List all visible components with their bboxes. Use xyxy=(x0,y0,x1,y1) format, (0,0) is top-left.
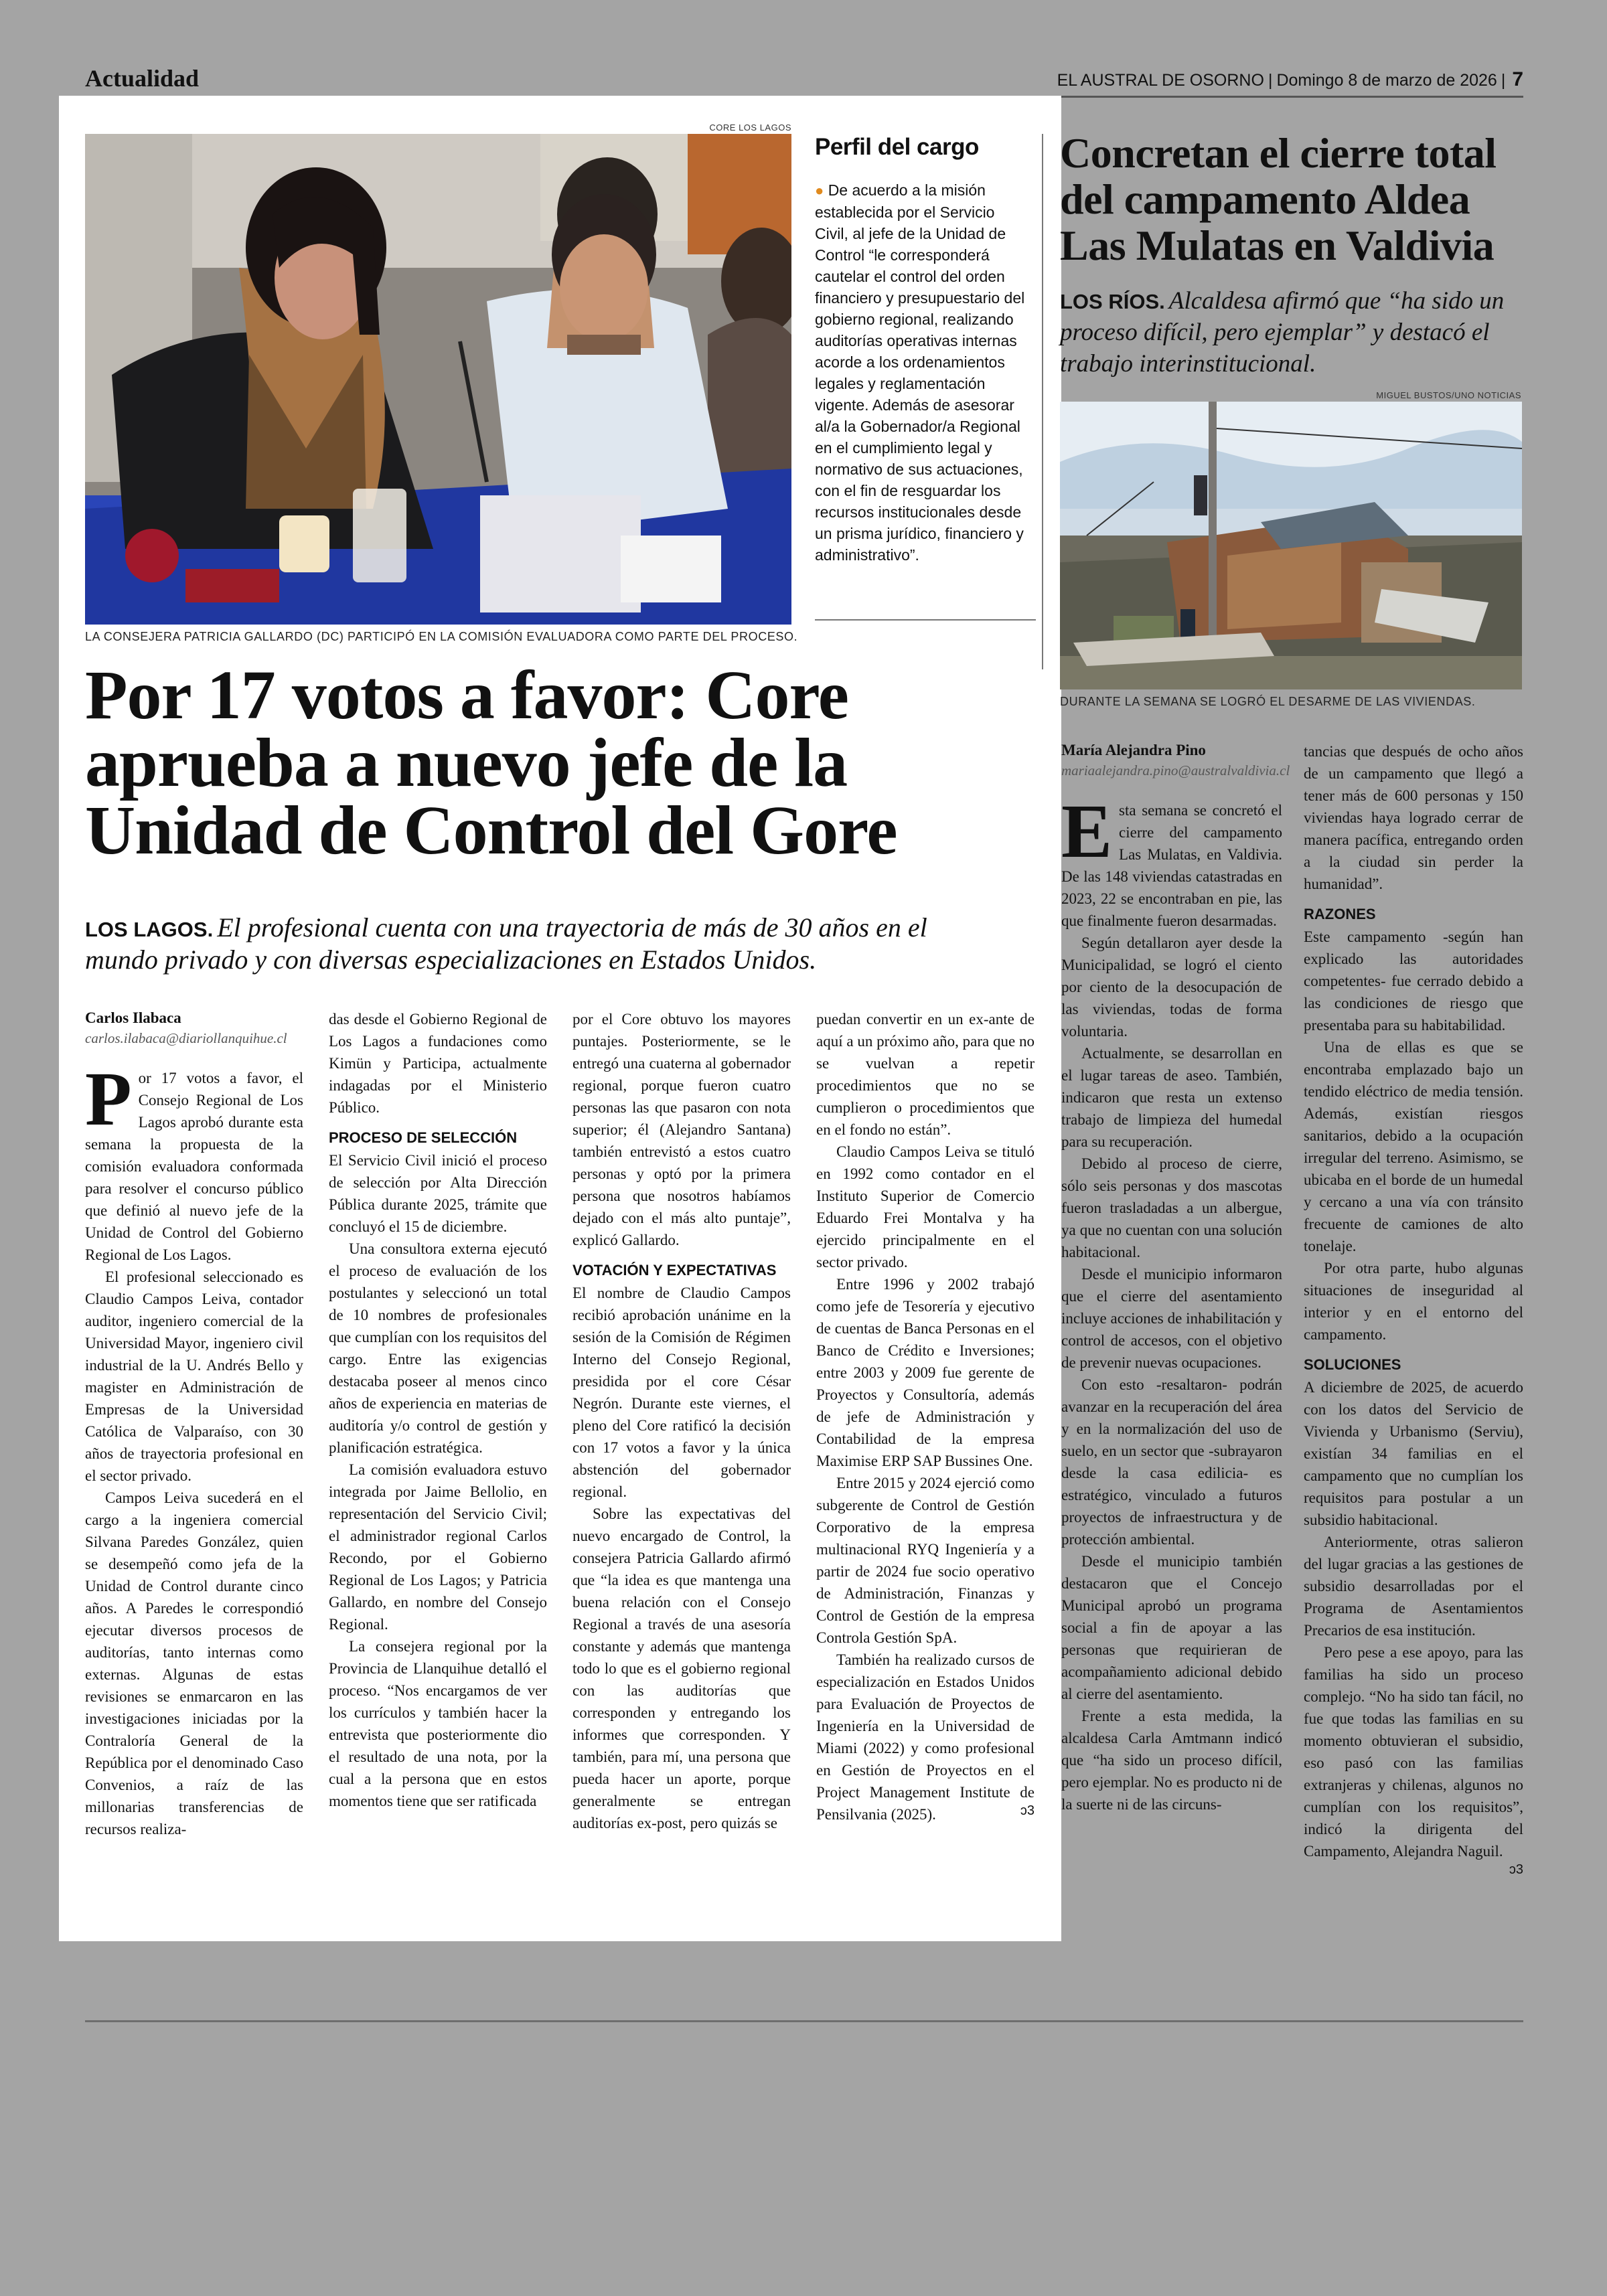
main-photo-credit: CORE LOS LAGOS xyxy=(709,122,791,133)
right-deck xyxy=(1060,285,1529,380)
separator: | xyxy=(1268,71,1273,90)
separator: | xyxy=(1501,71,1506,90)
sidebar-body: De acuerdo a la misión establecida por el Servicio Civil, al jefe de la Unidad de Control “le corresponderá cautelar el control del orden financiero y presupuestario del gobierno regional, realizando auditorías operativas internas acorde a los ordenamientos legales y reglamentación vigente. Además de asesorar al/a la Gobernador/a Regional en el cumplimiento legal y normativo de sus actuaciones, con el fin de resguardar los recursos institucionales desde un prisma jurídico, financiero y administrativo”. xyxy=(815,181,1025,564)
right-paragraph: Frente a esta medida, la alcaldesa Carla Amtmann indicó que “ha sido un proceso difícil, pero ejemplar. No es producto ni de la suerte ni de las circuns- xyxy=(1061,1708,1282,1813)
right-headline: Concretan el cierre total del campamento Aldea Las Mulatas en Valdivia xyxy=(1060,129,1497,269)
main-headline: Por 17 votos a favor: Core aprueba a nuevo jefe de la Unidad de Control del Gore xyxy=(85,657,897,869)
main-drop-cap: P xyxy=(85,1056,132,1141)
right-paragraph: A diciembre de 2025, de acuerdo con los datos del Servicio de Vivienda y Urbanismo (Serviu), existían 34 familias en el campamento que no cumplían los requisitos para postular a un subsidio habitacional. xyxy=(1304,1379,1523,1528)
publication-date: Domingo 8 de marzo de 2026 xyxy=(1276,71,1497,90)
right-paragraph-text: sta semana se concretó el cierre del campamento Las Mulatas, en Valdivia. De las 148 viviendas catastradas en 2023, 22 se encontraban en pie, las que finalmente fueron desarmadas. xyxy=(1061,802,1282,929)
right-photo-caption: DURANTE LA SEMANA SE LOGRÓ EL DESARME DE LAS VIVIENDAS. xyxy=(1060,695,1476,708)
main-col-2 xyxy=(329,1008,547,1812)
right-paragraph: Desde el municipio también destacaron que el Concejo Municipal aprobó un programa social a fin de apoyar a las personas que requirieran de acompañamiento adicional debido al cierre del asentamiento. xyxy=(1061,1553,1282,1702)
main-paragraph: Sobre las expectativas del nuevo encargado de Control, la consejera Patricia Gallardo afirmó que “la idea es que mantenga una buena relación con el Consejo Regional a través de una asesoría constante y además que mantenga todo lo que es el gobierno regional con las auditorías que corresponden y entregando los informes que corresponden. Y también, para mí, una persona que pueda hacer un aporte, porque generalmente se entregan auditorías ex-post, pero quizás se xyxy=(572,1505,791,1831)
main-subhead-seleccion: PROCESO DE SELECCIÓN xyxy=(329,1129,518,1146)
main-col-4 xyxy=(816,1008,1035,1825)
publication-info xyxy=(1057,68,1523,91)
main-paragraph-text: or 17 votos a favor, el Consejo Regional de Los Lagos aprobó durante esta semana la propuesta de la comisión evaluadora conformada para resolver el concurso público que definió al nuevo jefe de la Unidad de Control del Gobierno Regional de Los Lagos. xyxy=(85,1070,303,1263)
sidebar-text xyxy=(815,179,1026,566)
page-header xyxy=(85,64,1523,98)
main-paragraph: Entre 2015 y 2024 ejerció como subgerente de Control de Gestión Corporativo de la empresa multinacional RYQ Ingeniería y a partir de 2024 fue socio operativo de Administración, Finanzas y Control de Gestión de la empresa Controla Gestión SpA. xyxy=(816,1475,1035,1646)
main-paragraph: El profesional seleccionado es Claudio Campos Leiva, contador auditor, ingeniero comercial de la Universidad Mayor, ingeniero civil industrial de la U. Andrés Bello y magister en Administración de Empresas de la Universidad Católica de Valparaíso, con 30 años de trayectoria profesional en el sector privado. xyxy=(85,1268,303,1484)
right-byline-name: María Alejandra Pino xyxy=(1061,742,1206,758)
right-paragraph: Una de ellas es que se encontraba emplazado bajo un tendido eléctrico de media tensión. Además, existían riesgos sanitarios, debido a la ocupación irregular del terreno. Asimismo, se ubicaba en el borde de un humedal y cercano a una vía con tránsito frecuente de camiones de alto tonelaje. xyxy=(1304,1039,1523,1254)
main-photo xyxy=(85,134,791,625)
main-paragraph: puedan convertir en un ex-ante de aquí a un próximo año, para que no se vuelvan a repetir procedimientos que no se cumplieron o procedimientos que en el fondo no están”. xyxy=(816,1011,1035,1138)
profile-sidebar xyxy=(815,134,1026,566)
right-byline-email: mariaalejandra.pino@australvaldivia.cl xyxy=(1061,762,1290,778)
main-paragraph: Campos Leiva sucederá en el cargo a la ingeniera comercial Silvana Paredes González, quien se desempeñó como jefa de la Unidad de Control durante cinco años. A Paredes le correspondió ejecutar diversos procesos de auditorías, tanto internas como externas. Algunas de estas revisiones se enmarcaron en las investigaciones iniciadas por la Contraloría General de la República por el denominado Caso Convenios, a raíz de las millonarias transferencias de recursos realiza- xyxy=(85,1489,303,1837)
main-paragraph: El nombre de Claudio Campos recibió aprobación unánime en la sesión de la Comisión de Régimen Interno del Consejo Regional, presidida por el core César Negrón. Durante este viernes, el pleno del Core ratificó la decisión con 17 votos a favor y la única abstención del gobernador regional. xyxy=(572,1285,791,1500)
main-paragraph xyxy=(85,1056,303,1266)
right-photo-illustration xyxy=(1060,402,1522,689)
main-photo-illustration xyxy=(85,134,791,625)
main-paragraph: Entre 1996 y 2002 trabajó como jefe de Tesorería y ejecutivo de cuentas de Banca Personas en el Banco de Crédito e Inversiones; entre 2003 y 2009 fue gerente de Proyectos y Consultoría, además de jefe de Administración y Contabilidad de la empresa Maximise ERP SAP Bussines One. xyxy=(816,1276,1035,1469)
right-paragraph xyxy=(1061,789,1282,932)
right-paragraph: Desde el municipio informaron que el cierre del asentamiento incluye acciones de inhabilitación y control de accesos, con el objetivo de prevenir nuevas ocupaciones. xyxy=(1061,1266,1282,1371)
right-paragraph-text: Pero pese a ese apoyo, para las familias ha sido un proceso complejo. “No ha sido tan fácil, no fue que todas las familias en su momento obtuvieran el subsidio, eso pasó con las familias extranjeras y chilenas, algunos no cumplían con los requisitos”, indicó la dirigenta del Campamento, Alejandra Naguil. xyxy=(1304,1644,1523,1860)
main-byline-email: carlos.ilabaca@diariollanquihue.cl xyxy=(85,1030,287,1046)
right-photo-credit: MIGUEL BUSTOS/UNO NOTICIAS xyxy=(1376,390,1521,400)
right-subhead-razones: RAZONES xyxy=(1304,906,1376,922)
main-byline-name: Carlos Ilabaca xyxy=(85,1009,181,1026)
main-paragraph: das desde el Gobierno Regional de Los Lagos a fundaciones como Kimün y Participa, actualmente indagadas por el Ministerio Público. xyxy=(329,1011,547,1116)
right-deck-text: Alcaldesa afirmó que “ha sido un proceso difícil, pero ejemplar” y destacó el trabajo interinstitucional. xyxy=(1060,287,1505,378)
section-name: Actualidad xyxy=(85,65,200,92)
main-col-1 xyxy=(85,1008,303,1840)
right-paragraph: Anteriormente, otras salieron del lugar gracias a las gestiones de subsidio desarrolladas por el Programa de Asentamientos Precarios de esa institución. xyxy=(1304,1534,1523,1639)
main-deck xyxy=(85,912,969,976)
sidebar-title: Perfil del cargo xyxy=(815,134,979,160)
right-paragraph xyxy=(1304,1641,1523,1877)
main-col-3 xyxy=(572,1008,791,1834)
bottom-rule xyxy=(85,2020,1523,2022)
right-paragraph: Actualmente, se desarrollan en el lugar tareas de aseo. También, indicaron que resta un extenso trabajo de limpieza del humedal para su recuperación. xyxy=(1061,1045,1282,1150)
bullet-icon: ● xyxy=(815,182,824,199)
right-photo xyxy=(1060,402,1522,689)
column-divider xyxy=(1042,134,1043,669)
main-paragraph: Claudio Campos Leiva se tituló en 1992 como contador en el Instituto Superior de Comercio Eduardo Frei Montalva y ha ejercido principalmente en el sector privado. xyxy=(816,1143,1035,1270)
right-paragraph: Según detallaron ayer desde la Municipalidad, se logró el ciento por ciento de la desocupación de las viviendas, todas de forma voluntaria. xyxy=(1061,934,1282,1040)
main-photo-caption: LA CONSEJERA PATRICIA GALLARDO (DC) PARTICIPÓ EN LA COMISIÓN EVALUADORA COMO PARTE DEL PROCESO. xyxy=(85,630,798,643)
right-paragraph: Por otra parte, hubo algunas situaciones de inseguridad al interior y en el entorno del campamento. xyxy=(1304,1260,1523,1343)
right-drop-cap: E xyxy=(1061,789,1113,874)
end-mark: ↄ3 xyxy=(1509,1862,1523,1877)
main-paragraph: por el Core obtuvo los mayores puntajes. Posteriormente, se le entregó una cuaterna al gobernador regional, porque fueron cuatro personas las que pasaron con nota superior; él (Alejandro Santana) también entrevistó a estos cuatro personas y optó por la primera persona que nosotros habíamos dejado con el más alto puntaje”, explicó Gallardo. xyxy=(572,1011,791,1248)
right-paragraph: Este campamento -según han explicado las autoridades competentes- fue cerrado debido a las condiciones de riesgo que presentaba para su habitabilidad. xyxy=(1304,928,1523,1034)
right-subhead-soluciones: SOLUCIONES xyxy=(1304,1356,1401,1373)
page-number: 7 xyxy=(1512,68,1523,90)
right-paragraph: Con esto -resaltaron- podrán avanzar en la recuperación del área y en la normalización del uso de suelo, en un sector que -subrayaron desde la casa edilicia- es estratégico, vinculado a futuros proyectos de infraestructura y de protección ambiental. xyxy=(1061,1376,1282,1548)
main-paragraph-text: También ha realizado cursos de especialización en Estados Unidos para Evaluación de Proyectos de Ingeniería en la Universidad de Miami (2022) y como profesional en Gestión de Proyectos en el Project Management Institute de Pensilvania (2025). xyxy=(816,1651,1035,1823)
publication-name: EL AUSTRAL DE OSORNO xyxy=(1057,71,1264,90)
right-paragraph: tancias que después de ocho años de un campamento que llegó a tener más de 600 personas y 150 viviendas haya logrado cerrar de manera pacífica, entregando orden a la ciudad sin perder la humanidad”. xyxy=(1304,743,1523,892)
sidebar-rule xyxy=(815,619,1036,621)
main-paragraph: Una consultora externa ejecutó el proceso de evaluación de los postulantes y seleccionó un total de 10 nombres de profesionales que cumplían con los requisitos del cargo. Entre las exigencias destacaba poseer al menos cinco años de experiencia en materias de auditoría y/o control de gestión y planificación estratégica. xyxy=(329,1240,547,1456)
right-col-1 xyxy=(1061,740,1290,1815)
right-paragraph: Debido al proceso de cierre, sólo seis personas y dos mascotas fueron trasladadas a un albergue, ya que no cuentan con una solución habitacional. xyxy=(1061,1155,1282,1260)
main-deck-text: El profesional cuenta con una trayectoria de más de 30 años en el mundo privado y con diversas especializaciones en Estados Unidos. xyxy=(85,912,927,975)
main-subhead-votacion: VOTACIÓN Y EXPECTATIVAS xyxy=(572,1262,777,1279)
main-paragraph: El Servicio Civil inició el proceso de selección por Alta Dirección Pública durante 2025, trámite que concluyó el 15 de diciembre. xyxy=(329,1152,547,1235)
main-paragraph: La comisión evaluadora estuvo integrada por Jaime Bellolio, en representación del Servicio Civil; el administrador regional Carlos Recondo, por el Gobierno Regional de Los Lagos; y Patricia Gallardo, en nombre del Consejo Regional. xyxy=(329,1461,547,1633)
right-deck-kicker: LOS RÍOS. xyxy=(1060,290,1165,313)
main-paragraph: La consejera regional por la Provincia de Llanquihue detalló el proceso. “Nos encargamos de ver los currículos y también hacer la entrevista que posteriormente dio el resultado de una nota, por la cual a la persona que en estos momentos tiene que ser ratificada xyxy=(329,1638,547,1809)
main-paragraph xyxy=(816,1649,1035,1825)
main-deck-kicker: LOS LAGOS. xyxy=(85,918,214,941)
right-col-2 xyxy=(1304,740,1523,1878)
end-mark: ↄ3 xyxy=(1020,1803,1035,1818)
